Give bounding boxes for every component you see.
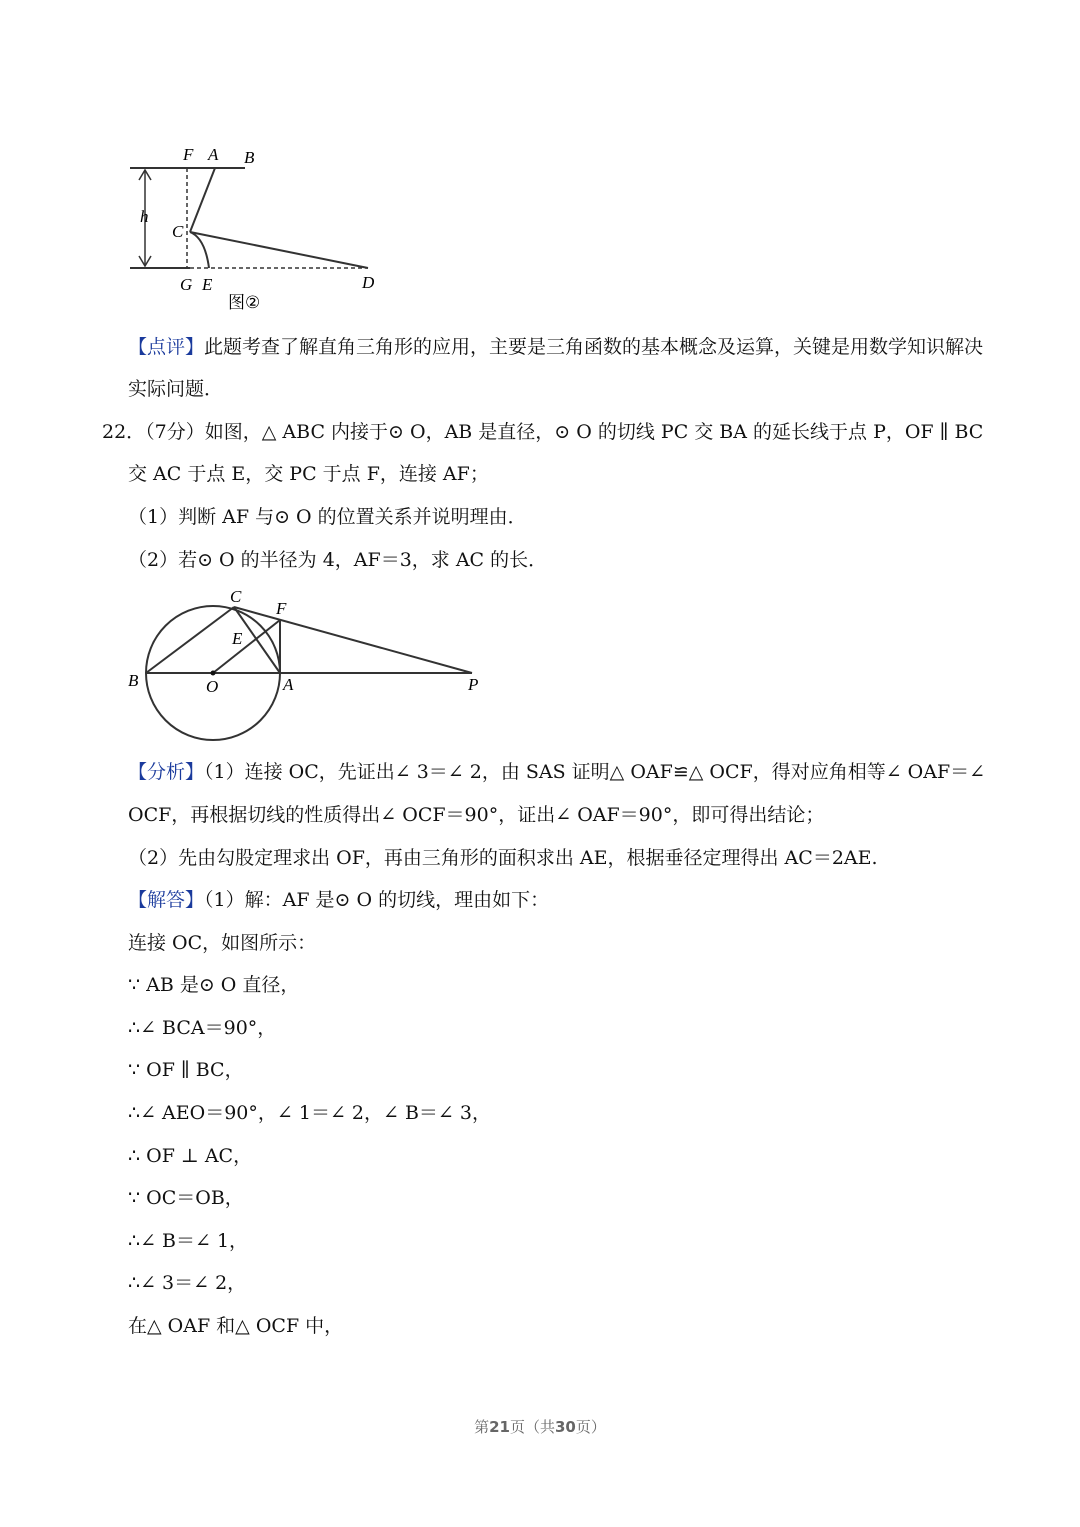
q22-part-2: （2）若⊙ O 的半径为 4，AF＝3，求 AC 的长． — [128, 549, 548, 571]
review-text-2: 实际问题． — [128, 378, 224, 400]
analysis-text-1: （1）连接 OC，先证出∠ 3＝∠ 2，由 SAS 证明△ OAF≌△ OCF，得对应角相等∠ OAF＝∠ — [204, 761, 986, 783]
answer-step: ∴∠ B＝∠ 1， — [128, 1230, 249, 1252]
page-footer — [0, 1416, 1080, 1437]
answer-tag: 【解答】 — [128, 889, 205, 911]
analysis-line-3: （2）先由勾股定理求出 OF，再由三角形的面积求出 AE，根据垂径定理得出 AC＝2AE. — [128, 847, 878, 869]
figure-2 — [110, 140, 410, 320]
label-h: h — [140, 207, 149, 226]
label-G: G — [180, 275, 193, 294]
label-F: F — [183, 145, 194, 164]
review-text-1: 此题考查了解直角三角形的应用，主要是三角函数的基本概念及运算，关键是用数学知识解决 — [204, 336, 984, 358]
segment-AC — [190, 168, 215, 232]
label-P: P — [468, 675, 479, 694]
q22-line-1: 22．（7分）如图，△ ABC 内接于⊙ O，AB 是直径，⊙ O 的切线 PC 交 BA 的延长线于点 P，OF ∥ BC — [102, 421, 984, 443]
answer-step: 在△ OAF 和△ OCF 中， — [128, 1315, 344, 1337]
label-F: F — [276, 599, 287, 618]
footer-suffix: 页） — [575, 1418, 606, 1436]
segment-BC — [146, 607, 234, 673]
figure-q22 — [120, 580, 500, 750]
label-C: C — [172, 222, 184, 241]
label-B: B — [128, 671, 139, 690]
analysis-line-2: OCF，再根据切线的性质得出∠ OCF＝90°，证出∠ OAF＝90°，即可得出结论； — [128, 804, 825, 826]
label-E: E — [202, 275, 213, 294]
analysis-tag: 【分析】 — [128, 761, 205, 783]
figure-caption: 图② — [228, 293, 261, 313]
footer-page-number: 21 — [489, 1418, 510, 1436]
answer-text-1: （1）解：AF 是⊙ O 的切线，理由如下： — [204, 889, 550, 911]
footer-mid: 页（共 — [509, 1418, 555, 1436]
review-line-2 — [128, 377, 223, 401]
label-E: E — [232, 629, 243, 648]
center-dot — [211, 671, 216, 676]
label-A: A — [283, 675, 294, 694]
segment-OF — [213, 620, 280, 673]
answer-step: ∵ AB 是⊙ O 直径， — [128, 974, 300, 996]
arc-CE — [190, 232, 209, 268]
answer-step: ∴ OF ⊥ AC， — [128, 1145, 253, 1167]
answer-step: 连接 OC，如图所示： — [128, 932, 317, 954]
review-tag: 【点评】 — [128, 336, 205, 358]
analysis-line-1 — [128, 760, 985, 784]
answer-step: ∴∠ AEO＝90°，∠ 1＝∠ 2，∠ B＝∠ 3， — [128, 1102, 491, 1124]
review-line-1 — [128, 335, 983, 359]
segment-CP — [234, 607, 472, 673]
answer-step: ∴∠ BCA＝90°， — [128, 1017, 277, 1039]
answer-step: ∵ OF ∥ BC， — [128, 1059, 244, 1081]
label-C: C — [230, 587, 242, 606]
segment-CD — [190, 232, 368, 268]
label-O: O — [206, 677, 219, 696]
answer-line-1 — [128, 888, 549, 912]
label-B: B — [244, 148, 255, 167]
answer-step: ∴∠ 3＝∠ 2， — [128, 1272, 247, 1294]
answer-step: ∵ OC＝OB， — [128, 1187, 244, 1209]
footer-prefix: 第 — [474, 1418, 490, 1436]
q22-line-2: 交 AC 于点 E，交 PC 于点 F，连接 AF； — [128, 463, 489, 485]
label-A: A — [208, 145, 219, 164]
footer-total-pages: 30 — [555, 1418, 576, 1436]
q22-part-1: （1）判断 AF 与⊙ O 的位置关系并说明理由． — [128, 506, 527, 528]
label-D: D — [362, 273, 375, 292]
